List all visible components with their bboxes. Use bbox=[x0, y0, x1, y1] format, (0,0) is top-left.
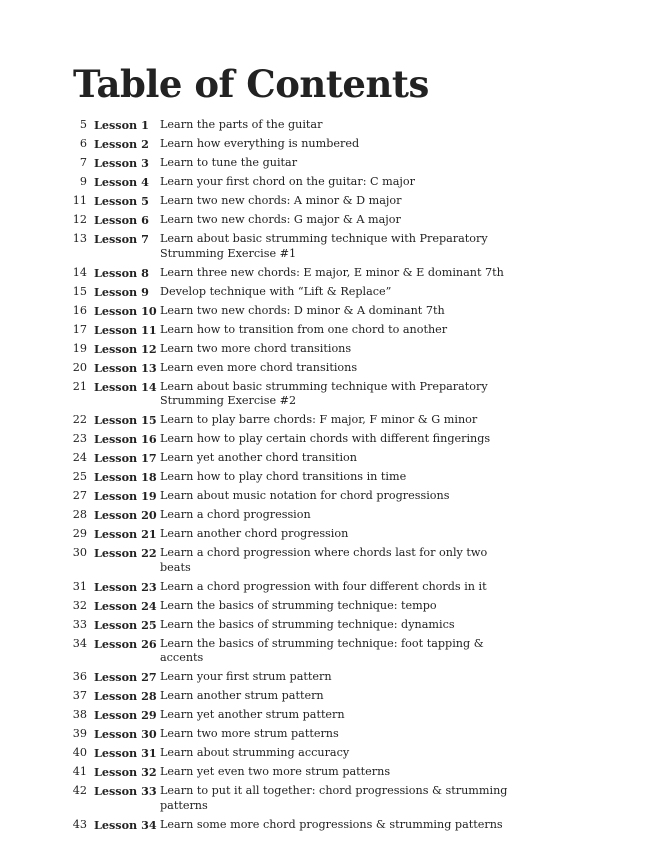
toc-entry[interactable] bbox=[0, 689, 648, 704]
toc-entry[interactable] bbox=[0, 470, 648, 485]
toc-entry[interactable] bbox=[0, 361, 648, 376]
toc-page-number: 40 bbox=[72, 746, 87, 759]
toc-lesson-label: Lesson 15 bbox=[94, 413, 157, 427]
toc-entry[interactable] bbox=[0, 618, 648, 633]
toc-lesson-label: Lesson 18 bbox=[94, 470, 157, 484]
toc-lesson-label: Lesson 9 bbox=[94, 284, 149, 299]
toc-entry[interactable] bbox=[0, 670, 648, 685]
toc-lesson-description: Learn two new chords: A minor & D major bbox=[160, 194, 402, 207]
toc-page-number: 6 bbox=[79, 137, 87, 150]
toc-entry[interactable] bbox=[0, 266, 648, 281]
toc-lesson-description: Learn your first chord on the guitar: C major bbox=[160, 175, 415, 188]
toc-lesson-label: Lesson 1 bbox=[94, 118, 149, 132]
toc-lesson-label: Lesson 12 bbox=[94, 341, 157, 356]
toc-page-number: 31 bbox=[72, 579, 87, 593]
toc-lesson-description: Learn three new chords: E major, E minor & E dominant 7th bbox=[160, 265, 504, 279]
toc-page-number: 41 bbox=[72, 765, 87, 778]
toc-lesson-label: Lesson 22 bbox=[94, 546, 157, 560]
toc-page-number: 5 bbox=[79, 118, 87, 131]
toc-entry[interactable] bbox=[0, 708, 648, 723]
toc-list bbox=[0, 118, 648, 837]
toc-page-number: 7 bbox=[79, 156, 87, 169]
toc-entry[interactable] bbox=[0, 527, 648, 542]
toc-page-number: 36 bbox=[72, 670, 87, 683]
page-title: Table of Contents bbox=[73, 62, 429, 106]
toc-page-number: 21 bbox=[72, 379, 87, 393]
toc-lesson-label: Lesson 28 bbox=[94, 689, 157, 703]
toc-lesson-label: Lesson 23 bbox=[94, 579, 157, 594]
toc-page-number: 38 bbox=[72, 708, 87, 721]
toc-entry[interactable] bbox=[0, 599, 648, 614]
toc-lesson-label: Lesson 5 bbox=[94, 194, 149, 208]
toc-entry[interactable] bbox=[0, 580, 648, 595]
toc-lesson-description: Learn the parts of the guitar bbox=[160, 118, 323, 131]
toc-entry[interactable] bbox=[0, 508, 648, 523]
toc-page-number: 34 bbox=[72, 636, 87, 650]
toc-entry[interactable] bbox=[0, 413, 648, 428]
toc-page-number: 23 bbox=[72, 432, 87, 445]
toc-page-number: 20 bbox=[72, 360, 87, 374]
toc-lesson-label: Lesson 29 bbox=[94, 708, 157, 722]
toc-entry[interactable] bbox=[0, 175, 648, 190]
toc-lesson-description: Learn even more chord transitions bbox=[160, 360, 358, 374]
toc-lesson-description: Learn about strumming accuracy bbox=[160, 746, 350, 759]
toc-lesson-description: Learn yet another chord transition bbox=[160, 451, 357, 464]
toc-lesson-description: Learn two new chords: D minor & A dominant 7th bbox=[160, 303, 445, 317]
toc-lesson-label: Lesson 20 bbox=[94, 508, 157, 522]
toc-lesson-description: Learn yet even two more strum patterns bbox=[160, 765, 391, 778]
toc-page-number: 19 bbox=[72, 341, 87, 355]
toc-entry[interactable] bbox=[0, 451, 648, 466]
toc-lesson-description: Learn how everything is numbered bbox=[160, 137, 360, 150]
toc-page-number: 17 bbox=[72, 322, 87, 336]
toc-lesson-label: Lesson 19 bbox=[94, 489, 157, 503]
toc-entry[interactable] bbox=[0, 637, 648, 666]
toc-lesson-label: Lesson 14 bbox=[94, 379, 157, 394]
toc-entry[interactable] bbox=[0, 765, 648, 780]
toc-lesson-description: Learn the basics of strumming technique: dynamics bbox=[160, 617, 455, 631]
toc-entry[interactable] bbox=[0, 304, 648, 319]
toc-page-number: 37 bbox=[72, 689, 87, 702]
toc-entry[interactable] bbox=[0, 156, 648, 171]
toc-lesson-description: Learn a chord progression where chords last for only two beats bbox=[160, 546, 488, 574]
toc-page-number: 14 bbox=[72, 265, 87, 279]
toc-lesson-label: Lesson 10 bbox=[94, 303, 157, 318]
toc-lesson-description: Develop technique with “Lift & Replace” bbox=[160, 284, 392, 298]
toc-lesson-label: Lesson 13 bbox=[94, 360, 157, 375]
toc-lesson-label: Lesson 27 bbox=[94, 670, 157, 684]
toc-page-number: 25 bbox=[72, 470, 87, 483]
toc-lesson-label: Lesson 26 bbox=[94, 636, 157, 651]
toc-page-number: 12 bbox=[72, 213, 87, 226]
toc-lesson-label: Lesson 7 bbox=[94, 232, 149, 246]
toc-entry[interactable] bbox=[0, 432, 648, 447]
toc-page-number: 42 bbox=[72, 784, 87, 797]
toc-entry[interactable] bbox=[0, 213, 648, 228]
toc-lesson-label: Lesson 34 bbox=[94, 817, 157, 832]
toc-lesson-description: Learn to put it all together: chord progressions & strumming patterns bbox=[160, 784, 508, 812]
toc-page-number: 28 bbox=[72, 508, 87, 521]
toc-lesson-label: Lesson 2 bbox=[94, 137, 149, 151]
toc-entry[interactable] bbox=[0, 342, 648, 357]
toc-entry[interactable] bbox=[0, 746, 648, 761]
toc-lesson-description: Learn about basic strumming technique with Preparatory Strumming Exercise #2 bbox=[160, 379, 488, 407]
toc-page-number: 29 bbox=[72, 527, 87, 540]
toc-entry[interactable] bbox=[0, 285, 648, 300]
toc-lesson-label: Lesson 30 bbox=[94, 727, 157, 741]
toc-lesson-description: Learn two more strum patterns bbox=[160, 727, 339, 740]
toc-lesson-label: Lesson 4 bbox=[94, 175, 149, 189]
toc-lesson-description: Learn your first strum pattern bbox=[160, 670, 332, 683]
toc-lesson-description: Learn to tune the guitar bbox=[160, 156, 298, 169]
toc-page-number: 15 bbox=[72, 284, 87, 298]
toc-lesson-description: Learn to play barre chords: F major, F minor & G minor bbox=[160, 413, 478, 426]
toc-entry[interactable] bbox=[0, 546, 648, 575]
toc-lesson-label: Lesson 21 bbox=[94, 527, 157, 541]
toc-page-number: 16 bbox=[72, 303, 87, 317]
toc-lesson-label: Lesson 17 bbox=[94, 451, 157, 465]
toc-page-number: 27 bbox=[72, 489, 87, 502]
toc-page-number: 33 bbox=[72, 617, 87, 631]
toc-lesson-label: Lesson 3 bbox=[94, 156, 149, 170]
toc-lesson-description: Learn some more chord progressions & strumming patterns bbox=[160, 817, 503, 831]
toc-entry[interactable] bbox=[0, 137, 648, 152]
toc-lesson-label: Lesson 24 bbox=[94, 598, 157, 613]
toc-page-number: 32 bbox=[72, 598, 87, 612]
toc-entry[interactable] bbox=[0, 489, 648, 504]
toc-lesson-label: Lesson 31 bbox=[94, 746, 157, 760]
toc-entry[interactable] bbox=[0, 194, 648, 209]
toc-lesson-description: Learn two new chords: G major & A major bbox=[160, 213, 401, 226]
toc-page-number: 11 bbox=[72, 194, 87, 207]
toc-entry[interactable] bbox=[0, 232, 648, 261]
toc-lesson-label: Lesson 33 bbox=[94, 784, 157, 798]
toc-lesson-label: Lesson 8 bbox=[94, 265, 149, 280]
toc-entry[interactable] bbox=[0, 323, 648, 338]
toc-lesson-description: Learn how to play certain chords with different fingerings bbox=[160, 432, 491, 445]
toc-page-number: 13 bbox=[72, 232, 87, 245]
toc-lesson-description: Learn two more chord transitions bbox=[160, 341, 352, 355]
toc-lesson-label: Lesson 25 bbox=[94, 617, 157, 632]
toc-lesson-description: Learn about basic strumming technique with Preparatory Strumming Exercise #1 bbox=[160, 232, 488, 260]
toc-entry[interactable] bbox=[0, 380, 648, 409]
toc-page-number: 43 bbox=[72, 817, 87, 831]
toc-page-number: 22 bbox=[72, 413, 87, 426]
toc-page-number: 9 bbox=[79, 175, 87, 188]
toc-page-number: 24 bbox=[72, 451, 87, 464]
toc-lesson-label: Lesson 11 bbox=[94, 322, 157, 337]
toc-lesson-description: Learn how to transition from one chord to another bbox=[160, 322, 448, 336]
toc-entry[interactable] bbox=[0, 784, 648, 813]
toc-lesson-description: Learn about music notation for chord progressions bbox=[160, 489, 450, 502]
toc-lesson-description: Learn the basics of strumming technique: tempo bbox=[160, 598, 437, 612]
toc-lesson-description: Learn how to play chord transitions in time bbox=[160, 470, 407, 483]
toc-lesson-description: Learn another strum pattern bbox=[160, 689, 324, 702]
toc-lesson-description: Learn the basics of strumming technique: foot tapping & accents bbox=[160, 636, 484, 664]
toc-page-number: 30 bbox=[72, 546, 87, 559]
toc-lesson-description: Learn another chord progression bbox=[160, 527, 349, 540]
toc-lesson-label: Lesson 6 bbox=[94, 213, 149, 227]
toc-entry[interactable] bbox=[0, 727, 648, 742]
toc-entry[interactable] bbox=[0, 818, 648, 833]
toc-lesson-label: Lesson 32 bbox=[94, 765, 157, 779]
toc-entry[interactable] bbox=[0, 118, 648, 133]
toc-lesson-description: Learn a chord progression with four different chords in it bbox=[160, 579, 487, 593]
toc-lesson-description: Learn yet another strum pattern bbox=[160, 708, 345, 721]
toc-lesson-description: Learn a chord progression bbox=[160, 508, 311, 521]
toc-page-number: 39 bbox=[72, 727, 87, 740]
toc-lesson-label: Lesson 16 bbox=[94, 432, 157, 446]
